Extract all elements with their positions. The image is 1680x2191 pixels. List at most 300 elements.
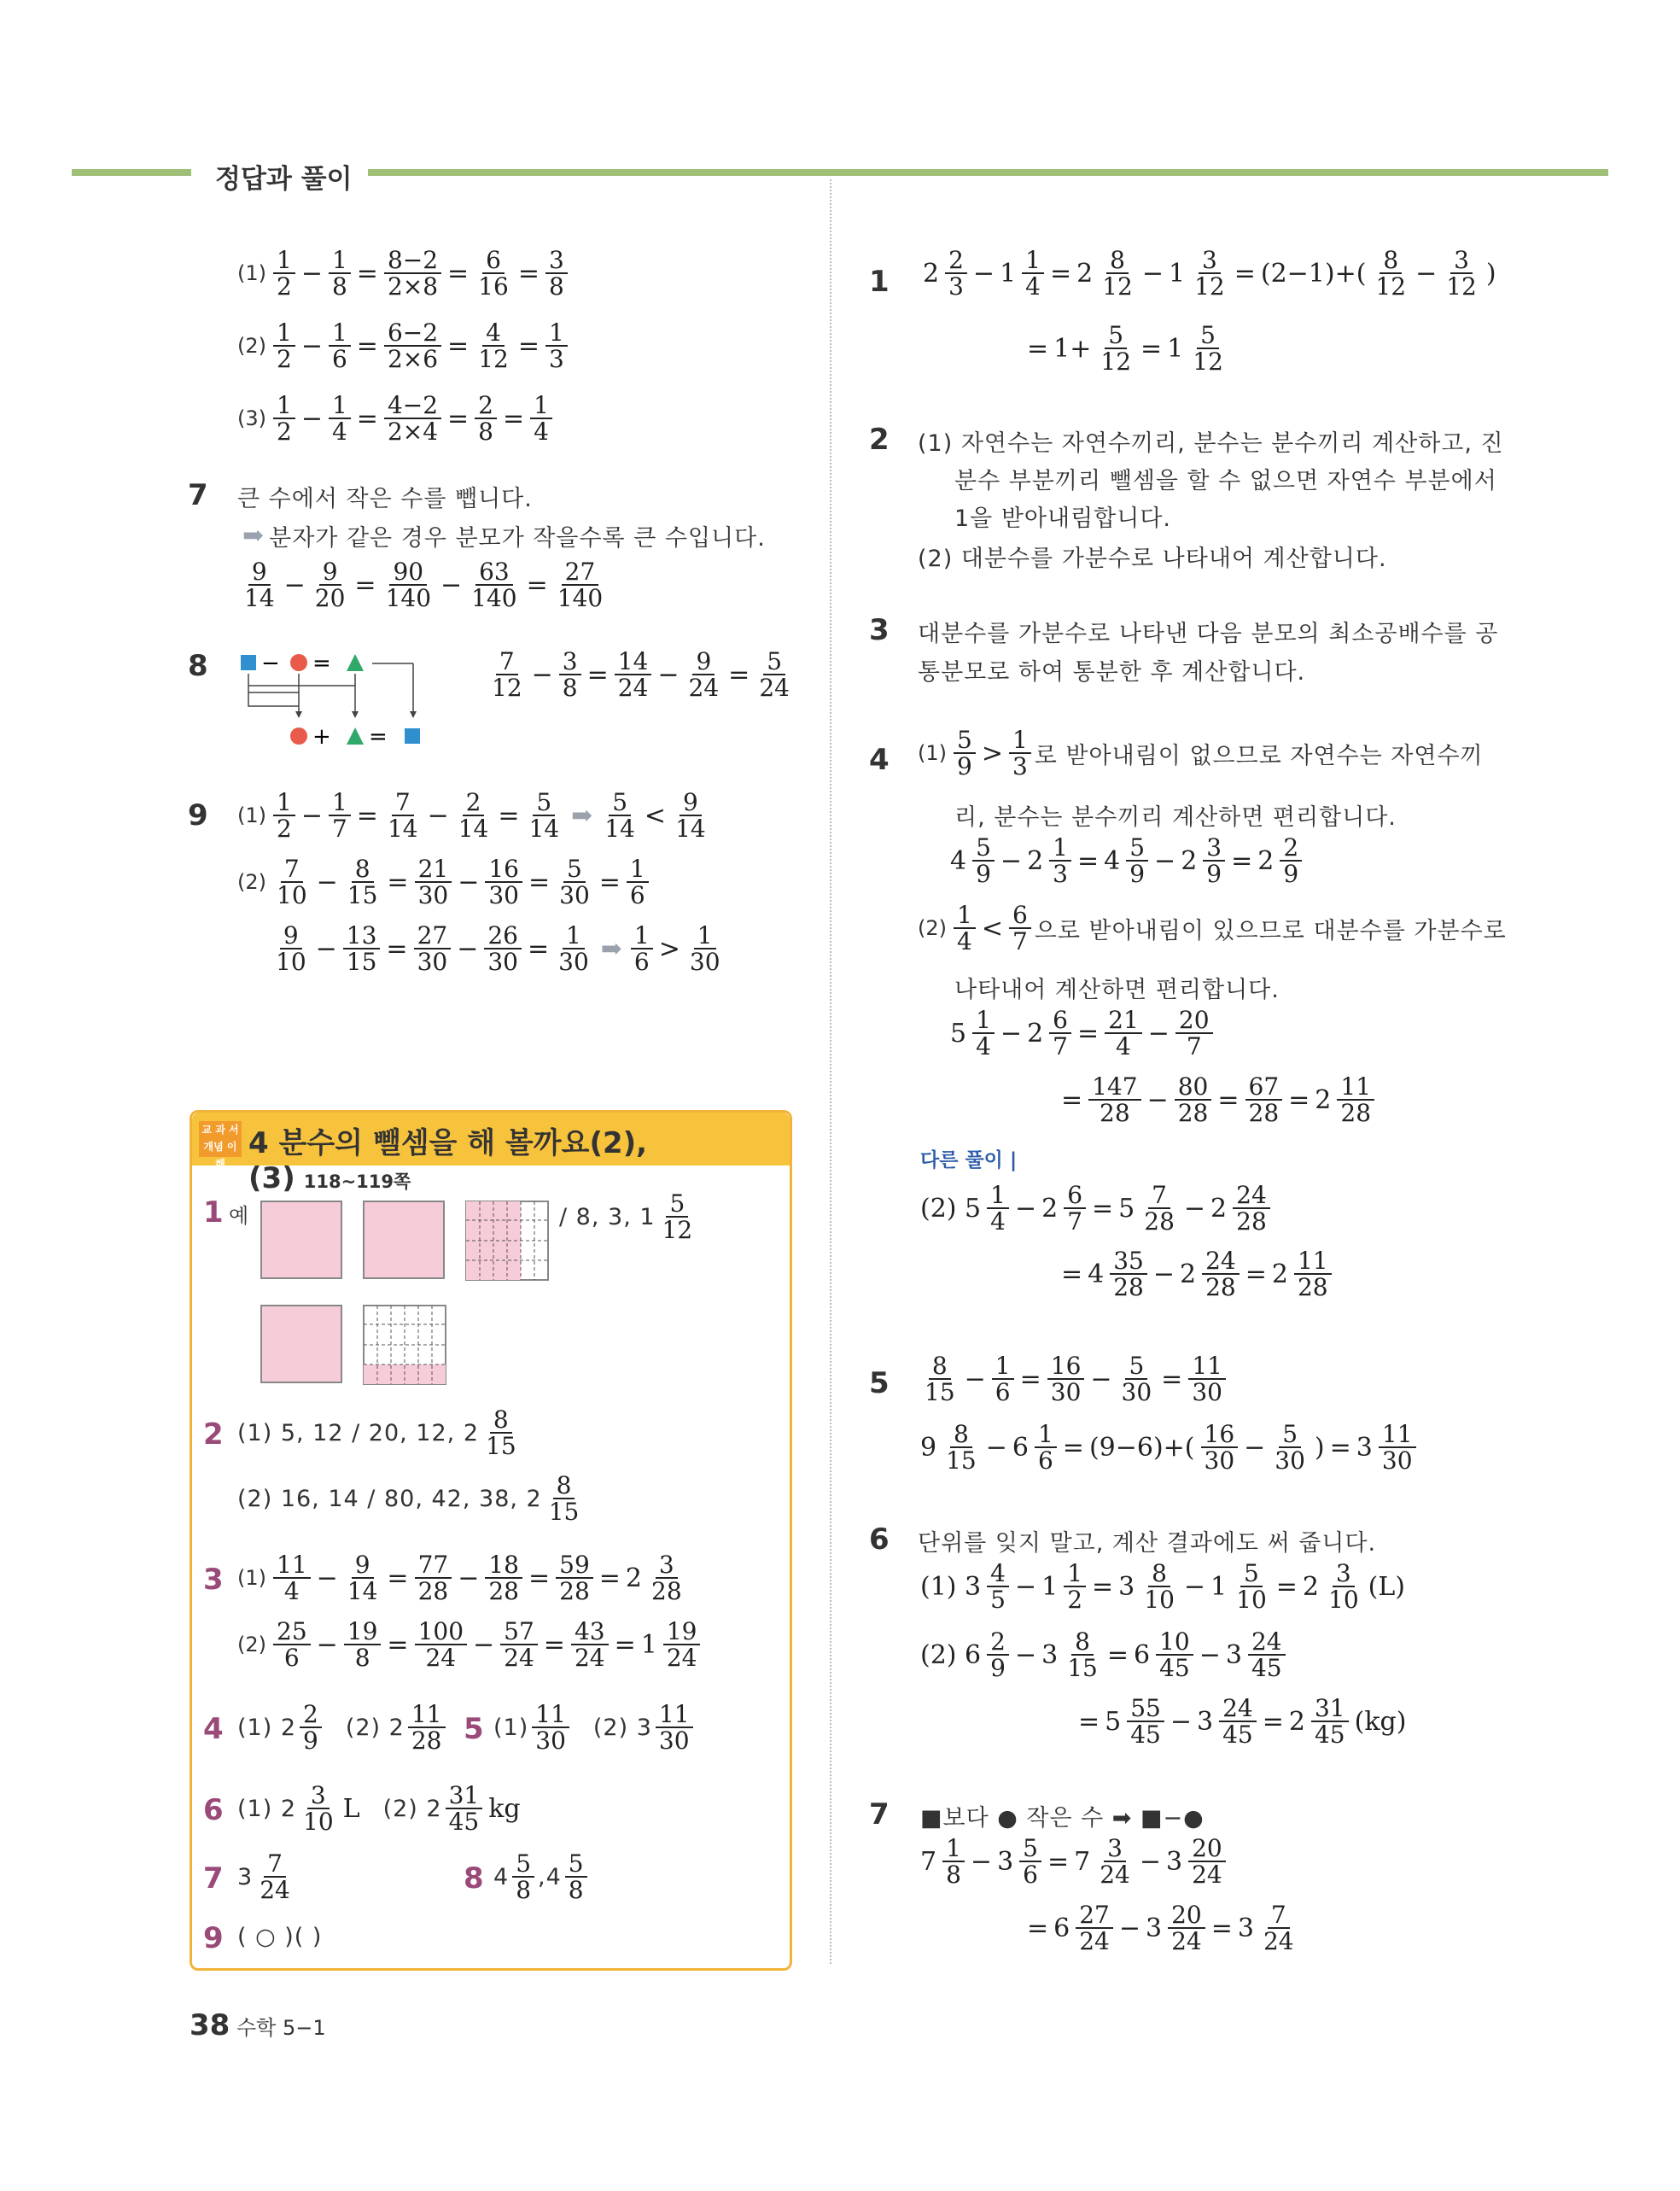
math-token: = bbox=[356, 330, 378, 361]
fraction: $\frac{4-2}{2\times 4}$ bbox=[384, 393, 441, 445]
fraction: $\frac{20}{7}$ bbox=[1175, 1008, 1213, 1060]
fraction: 5 12 bbox=[662, 1189, 693, 1245]
math-token: = bbox=[387, 867, 409, 897]
math-token: ) bbox=[1314, 1432, 1325, 1463]
math-token: 9 bbox=[920, 1432, 937, 1463]
math-token: = bbox=[1078, 1706, 1100, 1737]
r1-line-2 bbox=[1024, 323, 1230, 375]
fraction: 1 2 bbox=[273, 320, 295, 372]
math-token: 4 bbox=[1088, 1259, 1105, 1289]
fraction: $\frac{1}{4}$ bbox=[329, 393, 351, 445]
math-token: = bbox=[1027, 1913, 1049, 1943]
math-token: (L) bbox=[1368, 1571, 1405, 1602]
a2-number: 2 bbox=[203, 1417, 224, 1452]
r4-expr-3 bbox=[1059, 1074, 1378, 1126]
fraction: $\frac{5}{10}$ bbox=[1236, 1559, 1267, 1615]
fraction: $\frac{2}{14}$ bbox=[458, 788, 489, 844]
fraction: $\frac{63}{140}$ bbox=[471, 558, 517, 613]
column-divider bbox=[830, 179, 831, 1964]
fraction: 5 9 bbox=[954, 727, 976, 780]
math-token: − bbox=[985, 1432, 1007, 1463]
a3-line-2 bbox=[237, 1619, 703, 1671]
math-token: 2 bbox=[1027, 1018, 1044, 1049]
fraction: 55 45 bbox=[1127, 1696, 1164, 1748]
fraction: 24 45 bbox=[1248, 1629, 1286, 1681]
math-token: = bbox=[1076, 845, 1100, 876]
fraction: 5 9 bbox=[972, 835, 995, 887]
math-token: − bbox=[1118, 1913, 1141, 1943]
fraction: $\frac{3}{9}$ bbox=[1203, 835, 1225, 887]
math-token: 2 bbox=[1288, 1706, 1305, 1737]
math-token: = bbox=[517, 258, 540, 289]
concept-box-header bbox=[192, 1113, 790, 1195]
fraction: $\frac{27}{140}$ bbox=[557, 558, 604, 613]
math-token: − bbox=[970, 1846, 993, 1877]
math-token: = bbox=[598, 1563, 621, 1593]
page-header bbox=[72, 157, 1608, 195]
math-token: − bbox=[531, 659, 553, 690]
circle-icon bbox=[290, 654, 307, 671]
math-token: 3 bbox=[1146, 1913, 1163, 1943]
math-token: = bbox=[1019, 1364, 1041, 1394]
a4-answer: (1) 2 2 9 (2) 2 11 28 bbox=[237, 1702, 449, 1754]
fraction: $\frac{24}{45}$ bbox=[1219, 1696, 1257, 1748]
fraction: $\frac{147}{28}$ bbox=[1088, 1074, 1140, 1126]
math-token: 2 bbox=[625, 1563, 642, 1593]
math-token: 3 bbox=[1225, 1639, 1242, 1670]
fraction: 10 45 bbox=[1156, 1629, 1193, 1681]
triangle-icon bbox=[347, 727, 364, 745]
fraction: 8 15 bbox=[486, 1405, 516, 1461]
math-token: (1) 3 bbox=[920, 1571, 982, 1602]
math-token: = bbox=[526, 570, 548, 600]
fraction: 16 30 bbox=[1201, 1422, 1239, 1474]
fraction: $\frac{5}{30}$ bbox=[559, 855, 590, 910]
fraction: $\frac{19}{8}$ bbox=[344, 1619, 382, 1671]
math-token: 1 bbox=[1041, 1571, 1059, 1602]
fraction: 1 4 bbox=[954, 903, 976, 955]
fraction: $\frac{9}{14}$ bbox=[347, 1551, 378, 1606]
fraction: $\frac{9}{24}$ bbox=[688, 647, 720, 703]
math-token: − bbox=[1000, 1018, 1023, 1049]
math-token: − bbox=[473, 1629, 495, 1660]
fraction: $\frac{27}{30}$ bbox=[414, 923, 452, 975]
fraction: $\frac{67}{28}$ bbox=[1245, 1074, 1283, 1126]
a4-number: 4 bbox=[203, 1712, 224, 1746]
item-label: (3) bbox=[237, 406, 266, 431]
fraction: $\frac{1}{8}$ bbox=[329, 248, 351, 300]
fraction: $\frac{8-2}{2\times 8}$ bbox=[384, 248, 441, 300]
fraction: $\frac{1}{30}$ bbox=[558, 921, 589, 977]
textbook-tag: 교 과 서 개념 이해 bbox=[199, 1121, 242, 1157]
r4-expr-2 bbox=[948, 1008, 1216, 1060]
circle-icon bbox=[290, 727, 307, 745]
fraction: 11 28 bbox=[408, 1702, 446, 1754]
fraction: $\frac{1}{4}$ bbox=[1022, 248, 1044, 300]
fraction: 2 9 bbox=[987, 1629, 1009, 1681]
math-token: 1 bbox=[1169, 258, 1186, 289]
math-token: = bbox=[356, 403, 378, 434]
math-token: = bbox=[498, 800, 520, 831]
fraction: $\frac{11}{30}$ bbox=[1188, 1353, 1226, 1405]
math-token: = bbox=[586, 659, 609, 690]
math-token: = bbox=[356, 258, 378, 289]
a1-number: 1 bbox=[203, 1195, 224, 1230]
fraction: $\frac{14}{24}$ bbox=[615, 649, 652, 701]
fraction: 7 28 bbox=[1144, 1181, 1175, 1236]
fraction: $\frac{1}{3}$ bbox=[1049, 835, 1071, 887]
math-token: 2 bbox=[1302, 1571, 1319, 1602]
r4-line-4: 나타내어 계산하면 편리합니다. bbox=[954, 977, 1280, 1003]
fraction: $\frac{7}{14}$ bbox=[387, 788, 418, 844]
fraction: $\frac{59}{28}$ bbox=[556, 1552, 593, 1604]
plus-sign: + bbox=[312, 724, 331, 750]
fraction: $\frac{77}{28}$ bbox=[415, 1552, 452, 1604]
fraction: 27 24 bbox=[1076, 1902, 1113, 1954]
r5-number: 5 bbox=[869, 1366, 890, 1400]
header-rule-right bbox=[353, 169, 1608, 176]
math-token: ) bbox=[1485, 258, 1496, 289]
math-token: = bbox=[1210, 1913, 1233, 1943]
math-token: − bbox=[1183, 1571, 1206, 1602]
arrow-icon: ➡ bbox=[571, 800, 593, 831]
math-token: 4 bbox=[950, 845, 967, 876]
alt-solution-label: 다른 풀이 | bbox=[920, 1149, 1018, 1171]
math-token: 2 bbox=[1271, 1259, 1288, 1289]
math-token: − bbox=[458, 867, 480, 897]
math-token: 2 bbox=[1210, 1193, 1228, 1224]
fraction: $\frac{1}{6}$ bbox=[1035, 1422, 1057, 1474]
diagram-connectors bbox=[248, 674, 355, 698]
r7-number: 7 bbox=[869, 1797, 890, 1832]
fraction: $\frac{21}{30}$ bbox=[415, 856, 452, 909]
math-token: 2 bbox=[1181, 845, 1198, 876]
math-token: 2 bbox=[1027, 845, 1044, 876]
math-token: = bbox=[447, 330, 470, 361]
math-token: 2 bbox=[1257, 845, 1275, 876]
fraction: 7 24 bbox=[260, 1849, 290, 1905]
math-token: = bbox=[1049, 258, 1072, 289]
math-token: − bbox=[316, 1563, 338, 1593]
math-token: 1+ bbox=[1053, 333, 1092, 364]
r2-number: 2 bbox=[869, 423, 890, 457]
math-token: (kg) bbox=[1354, 1706, 1407, 1737]
math-token: − bbox=[1141, 258, 1164, 289]
fraction: 3 10 bbox=[1328, 1559, 1359, 1615]
a1-example-label: 예 bbox=[229, 1204, 249, 1228]
fraction: $\frac{5}{24}$ bbox=[759, 647, 790, 703]
item-label: (1) bbox=[237, 261, 266, 286]
r4-expr-4 bbox=[918, 1183, 1274, 1235]
fraction: 9 10 bbox=[276, 921, 306, 977]
grid-square bbox=[260, 1305, 342, 1383]
r2-line-4: (2) 대분수를 가분수로 나타내어 계산합니다. bbox=[918, 546, 1387, 572]
fraction: $\frac{80}{28}$ bbox=[1175, 1074, 1212, 1126]
equals-sign: = bbox=[369, 724, 388, 750]
fraction: 4 5 bbox=[987, 1561, 1009, 1613]
fraction: $\frac{90}{140}$ bbox=[385, 558, 432, 613]
fraction: 31 45 bbox=[1311, 1696, 1349, 1748]
math-token: − bbox=[1000, 845, 1023, 876]
fraction: $\frac{3}{8}$ bbox=[559, 649, 581, 701]
fraction: 24 28 bbox=[1233, 1183, 1270, 1235]
fraction: $\frac{16}{30}$ bbox=[1047, 1353, 1085, 1405]
minus-sign: − bbox=[261, 651, 280, 676]
fraction: $\frac{1}{7}$ bbox=[329, 790, 351, 842]
math-token: = bbox=[1092, 1571, 1114, 1602]
fraction: $\frac{6-2}{2\times 6}$ bbox=[384, 320, 441, 372]
r3-line-1: 대분수를 가분수로 나타낸 다음 분모의 최소공배수를 공 bbox=[918, 621, 1499, 647]
equals-sign: = bbox=[312, 651, 331, 676]
math-token: = bbox=[1329, 1432, 1351, 1463]
item-label: (1) bbox=[237, 803, 266, 828]
math-token: − bbox=[964, 1364, 986, 1394]
math-token: − bbox=[427, 800, 449, 831]
math-token: 2 bbox=[923, 258, 940, 289]
fraction: 8 10 bbox=[1144, 1559, 1175, 1615]
math-token: (2) 6 bbox=[920, 1639, 982, 1670]
header-title: 정답과 풀이 bbox=[200, 157, 368, 196]
fraction: $\frac{100}{24}$ bbox=[415, 1619, 467, 1671]
fraction: 1 2 bbox=[273, 393, 295, 445]
item-label: (1) bbox=[237, 1566, 266, 1591]
a1-answer: / 8, 3, 1 5 12 bbox=[559, 1191, 699, 1243]
r4-line-3: (2) 1 4 < 6 7 으로 받아내림이 있으므로 대분수를 가분수로 bbox=[918, 901, 1507, 956]
math-token: − bbox=[316, 1629, 338, 1660]
math-token: 2 bbox=[1076, 258, 1094, 289]
math-token: = bbox=[1106, 1639, 1129, 1670]
fraction: 5 8 bbox=[565, 1851, 587, 1903]
math-token: 6 bbox=[1133, 1639, 1151, 1670]
fraction: 5 8 bbox=[512, 1851, 534, 1903]
math-token: − bbox=[458, 1563, 480, 1593]
math-token: = bbox=[1262, 1706, 1284, 1737]
square-icon bbox=[241, 655, 256, 670]
fraction: 11 4 bbox=[273, 1552, 311, 1604]
math-token: < bbox=[644, 800, 667, 831]
concept-box-title: 4 분수의 뺄셈을 해 볼까요(2), (3) 118~119쪽 bbox=[248, 1126, 648, 1195]
fraction: $\frac{1}{6}$ bbox=[329, 320, 351, 372]
math-token: − bbox=[1415, 258, 1438, 289]
math-token: − bbox=[1152, 1259, 1175, 1289]
fraction: 11 30 bbox=[1379, 1422, 1416, 1474]
grid-square bbox=[260, 1201, 342, 1279]
fraction: $\frac{1}{6}$ bbox=[627, 856, 649, 909]
a9-number: 9 bbox=[203, 1921, 224, 1955]
math-token: = bbox=[387, 1563, 409, 1593]
fraction: 1 3 bbox=[1009, 727, 1031, 780]
math-token: − bbox=[283, 570, 306, 600]
fraction: $\frac{8}{15}$ bbox=[1067, 1627, 1098, 1683]
math-token: 3 bbox=[1041, 1639, 1059, 1670]
fraction: $\frac{9}{20}$ bbox=[314, 558, 346, 613]
math-token: = bbox=[447, 258, 470, 289]
math-token: − bbox=[657, 659, 680, 690]
fraction: 11 28 bbox=[1337, 1074, 1374, 1126]
q6-line-2 bbox=[237, 320, 571, 372]
math-token: − bbox=[300, 258, 323, 289]
fraction: 20 24 bbox=[1188, 1836, 1226, 1888]
math-token: − bbox=[300, 800, 323, 831]
fraction: 2 9 bbox=[1280, 835, 1302, 887]
square-icon bbox=[405, 728, 420, 744]
fraction: 9 14 bbox=[675, 788, 706, 844]
q6-line-3 bbox=[237, 393, 556, 445]
math-token: = bbox=[728, 659, 750, 690]
fraction: $\frac{3}{12}$ bbox=[1446, 246, 1477, 301]
r4-number: 4 bbox=[869, 743, 890, 777]
math-token: 3 bbox=[1197, 1706, 1214, 1737]
fraction: $\frac{18}{28}$ bbox=[485, 1552, 522, 1604]
fraction: $\frac{1}{4}$ bbox=[530, 393, 552, 445]
r6-expr-1 bbox=[918, 1561, 1408, 1613]
fraction: 2 9 bbox=[300, 1702, 322, 1754]
math-token: = bbox=[386, 933, 408, 964]
arrow-icon: ➡ bbox=[600, 933, 622, 964]
a7-number: 7 bbox=[203, 1861, 224, 1896]
q9-line-1 bbox=[237, 790, 713, 842]
fraction: 7 10 bbox=[277, 855, 307, 910]
a9-answer: ( ○ )( ) bbox=[237, 1924, 323, 1950]
math-token: 5 bbox=[950, 1018, 967, 1049]
math-token: = bbox=[614, 1629, 636, 1660]
math-token: − bbox=[1139, 1846, 1161, 1877]
math-token: 3 bbox=[1118, 1571, 1135, 1602]
fraction: 5 12 bbox=[1193, 321, 1223, 377]
math-token: 1 bbox=[1210, 1571, 1228, 1602]
r4-expr-1 bbox=[948, 835, 1305, 887]
fraction: 3 24 bbox=[1100, 1834, 1130, 1890]
fraction: $\frac{24}{28}$ bbox=[1202, 1248, 1240, 1300]
fraction: 25 6 bbox=[273, 1619, 311, 1671]
fraction: 8 12 bbox=[1102, 246, 1133, 301]
math-token: = bbox=[387, 1629, 409, 1660]
math-token: = bbox=[447, 403, 470, 434]
a8-number: 8 bbox=[464, 1861, 484, 1896]
book-title: 수학 5−1 bbox=[236, 2016, 326, 2040]
math-token: − bbox=[1090, 1364, 1112, 1394]
math-token: = bbox=[1061, 1259, 1083, 1289]
math-token: 7 bbox=[1074, 1846, 1091, 1877]
fraction: 35 28 bbox=[1110, 1248, 1147, 1300]
fraction: $\frac{5}{30}$ bbox=[1121, 1352, 1152, 1407]
fraction: $\frac{1}{2}$ bbox=[1064, 1561, 1086, 1613]
math-token: = bbox=[1288, 1084, 1310, 1115]
q9-number: 9 bbox=[188, 798, 208, 833]
fraction: $\frac{26}{30}$ bbox=[484, 923, 522, 975]
math-token: − bbox=[300, 330, 323, 361]
fraction: $\frac{16}{30}$ bbox=[485, 856, 522, 909]
math-token: − bbox=[1147, 1018, 1170, 1049]
math-token: − bbox=[440, 570, 463, 600]
math-token: − bbox=[300, 403, 323, 434]
math-token: = bbox=[1140, 333, 1163, 364]
math-token: = bbox=[1234, 258, 1256, 289]
r6-expr-3 bbox=[1076, 1696, 1409, 1748]
math-token: (9−6)+( bbox=[1088, 1432, 1195, 1463]
math-token: 3 bbox=[997, 1846, 1014, 1877]
fraction: 1 4 bbox=[987, 1183, 1009, 1235]
math-token: 5 bbox=[1105, 1706, 1122, 1737]
page-footer bbox=[190, 2008, 326, 2042]
fraction: $\frac{8}{15}$ bbox=[347, 855, 378, 910]
math-token: 1 bbox=[1167, 333, 1184, 364]
a6-number: 6 bbox=[203, 1793, 224, 1827]
fraction: 9 14 bbox=[244, 558, 275, 613]
math-token: 2 bbox=[1041, 1193, 1059, 1224]
q8-diagram bbox=[237, 645, 434, 756]
math-token: = bbox=[1217, 1084, 1240, 1115]
r1-number: 1 bbox=[869, 265, 890, 299]
math-token: = bbox=[1047, 1846, 1070, 1877]
r6-text: 단위를 잊지 말고, 계산 결과에도 써 줍니다. bbox=[918, 1530, 1377, 1557]
math-token: = bbox=[1231, 845, 1253, 876]
q7-expression bbox=[237, 559, 610, 611]
page-number: 38 bbox=[190, 2008, 230, 2042]
math-token: = bbox=[598, 867, 621, 897]
q6-line-1 bbox=[237, 248, 571, 300]
grid-square-partial bbox=[465, 1201, 549, 1281]
math-token: − bbox=[972, 258, 995, 289]
item-label: (2) bbox=[237, 334, 266, 359]
fraction: $\frac{1}{3}$ bbox=[545, 320, 568, 372]
math-token: = bbox=[1062, 1432, 1084, 1463]
fraction: $\frac{57}{24}$ bbox=[500, 1619, 538, 1671]
r1-line-1 bbox=[920, 248, 1499, 300]
math-token: = bbox=[527, 933, 550, 964]
fraction: 5 9 bbox=[1126, 835, 1148, 887]
math-token: − bbox=[1146, 1084, 1169, 1115]
fraction: 1 8 bbox=[942, 1836, 965, 1888]
r2-line-2: 분수 부분끼리 뺄셈을 할 수 없으면 자연수 부분에서 bbox=[954, 468, 1497, 494]
math-token: 3 bbox=[1166, 1846, 1183, 1877]
a3-line-1 bbox=[237, 1552, 689, 1604]
a2-line-1: (1) 5, 12 / 20, 12, 2 8 15 bbox=[237, 1407, 523, 1459]
math-token: = bbox=[1027, 333, 1049, 364]
math-token: = bbox=[1275, 1571, 1298, 1602]
math-token: − bbox=[1014, 1193, 1037, 1224]
math-token: = bbox=[356, 800, 378, 831]
fraction: 1 6 bbox=[631, 923, 653, 975]
fraction: $\frac{13}{15}$ bbox=[343, 923, 381, 975]
math-token: − bbox=[457, 933, 479, 964]
fraction: $\frac{6}{7}$ bbox=[1064, 1183, 1086, 1235]
a7-answer: 3 7 24 bbox=[237, 1851, 297, 1903]
math-token: 6 bbox=[1012, 1432, 1029, 1463]
math-token: 5 bbox=[1118, 1193, 1135, 1224]
fraction: 11 30 bbox=[656, 1702, 693, 1754]
fraction: 3 10 bbox=[303, 1781, 334, 1837]
a8-answer: 4 5 8 , 4 5 8 bbox=[493, 1851, 591, 1903]
fraction: $\frac{20}{24}$ bbox=[1168, 1902, 1205, 1954]
a6-answer: (1) 2 3 10 L (2) 2 31 45 kg bbox=[237, 1781, 521, 1837]
math-token: − bbox=[1154, 845, 1176, 876]
math-token: − bbox=[1014, 1571, 1037, 1602]
math-token: (2−1)+( bbox=[1260, 258, 1367, 289]
math-token: − bbox=[1170, 1706, 1193, 1737]
fraction: $\frac{5}{12}$ bbox=[1100, 321, 1132, 377]
r6-number: 6 bbox=[869, 1522, 890, 1557]
fraction: $\frac{5}{14}$ bbox=[528, 788, 560, 844]
math-token: = bbox=[517, 330, 540, 361]
arrowhead-icon bbox=[410, 711, 417, 718]
math-token: > bbox=[658, 933, 680, 964]
fraction: $\frac{2}{8}$ bbox=[475, 393, 497, 445]
math-token: = bbox=[1245, 1259, 1267, 1289]
fraction: $\frac{3}{12}$ bbox=[1194, 246, 1225, 301]
math-token: − bbox=[1183, 1193, 1206, 1224]
math-token: = bbox=[1076, 1018, 1100, 1049]
